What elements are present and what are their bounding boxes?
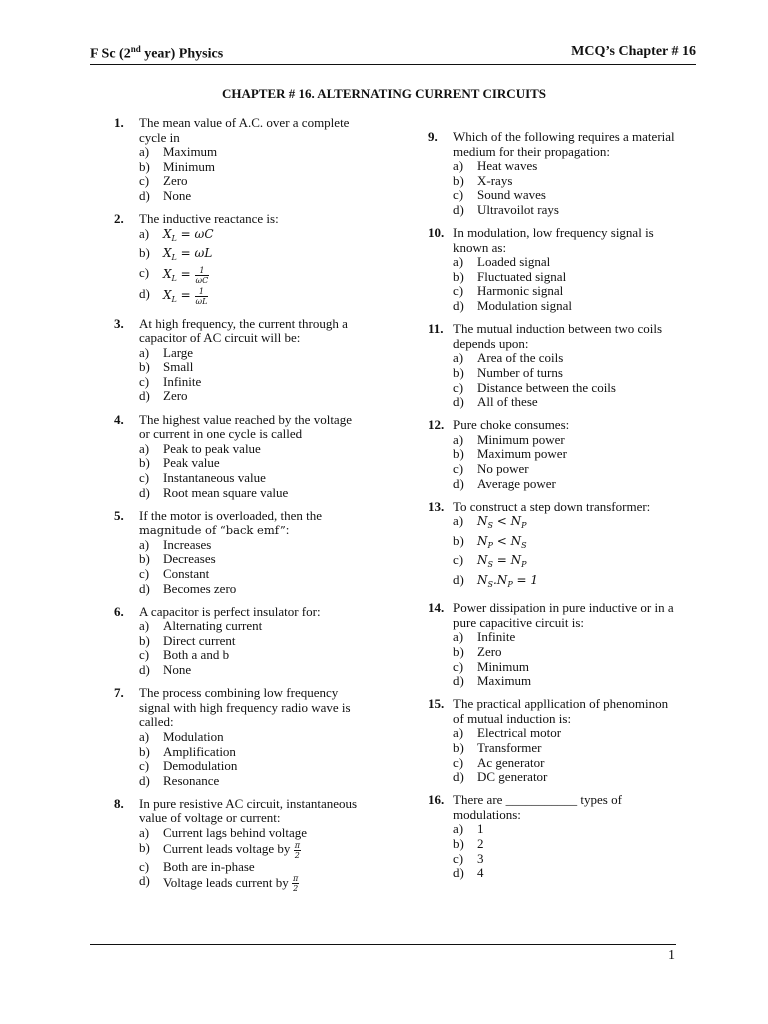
answer-option bbox=[139, 227, 364, 247]
question-text: The inductive reactance is: bbox=[139, 211, 279, 227]
answer-option bbox=[453, 514, 680, 534]
option-letter: c) bbox=[139, 566, 150, 581]
answer-option bbox=[139, 841, 364, 860]
answer-option bbox=[139, 389, 364, 404]
option-letter: c) bbox=[453, 754, 464, 770]
option-letter: c) bbox=[139, 264, 150, 280]
answer-option bbox=[139, 160, 364, 175]
option-letter: b) bbox=[139, 455, 150, 471]
answer-option bbox=[139, 538, 364, 553]
option-text: $N_S.N_P = 1$ bbox=[477, 573, 539, 590]
option-text: Minimum bbox=[163, 158, 216, 174]
question-number: 9. bbox=[428, 129, 438, 144]
question-12 bbox=[428, 418, 680, 491]
option-letter: d) bbox=[453, 298, 464, 314]
option-text: DC generator bbox=[477, 769, 548, 785]
option-letter: a) bbox=[453, 725, 464, 741]
option-letter: a) bbox=[139, 440, 150, 456]
answer-option bbox=[453, 645, 680, 660]
page-header bbox=[90, 44, 696, 65]
option-letter: b) bbox=[453, 739, 464, 755]
answer-option bbox=[453, 366, 680, 381]
question-8 bbox=[114, 797, 364, 893]
option-letter: a) bbox=[139, 536, 150, 552]
option-letter: b) bbox=[139, 158, 150, 174]
option-text: Average power bbox=[477, 475, 556, 491]
option-letter: a) bbox=[139, 728, 150, 744]
option-text: $X_L$ = $\frac{1}{\omega C}$ bbox=[163, 265, 209, 285]
answer-option bbox=[139, 874, 364, 893]
option-text: Minimum bbox=[477, 658, 530, 674]
option-text: None bbox=[163, 662, 192, 678]
option-text: Ultravoilot rays bbox=[477, 201, 559, 217]
option-letter: a) bbox=[453, 431, 464, 447]
option-text: Heat waves bbox=[477, 158, 538, 174]
answer-option bbox=[453, 255, 680, 270]
option-text: Direct current bbox=[163, 632, 236, 648]
question-number: 11. bbox=[428, 321, 444, 337]
answer-option bbox=[139, 619, 364, 634]
option-text: Instantaneous value bbox=[163, 469, 266, 485]
answer-option bbox=[453, 674, 680, 689]
answer-option bbox=[453, 553, 680, 573]
option-text: Number of turns bbox=[477, 364, 563, 380]
option-text: Area of the coils bbox=[477, 350, 564, 366]
question-number: 6. bbox=[114, 603, 124, 619]
option-text: Electrical motor bbox=[477, 725, 562, 741]
option-letter: c) bbox=[139, 373, 150, 389]
option-letter: d) bbox=[453, 865, 464, 881]
option-letter: b) bbox=[453, 532, 464, 548]
question-5 bbox=[114, 509, 364, 597]
option-text: Becomes zero bbox=[163, 580, 237, 596]
option-letter: d) bbox=[453, 475, 464, 491]
question-14 bbox=[428, 601, 680, 689]
option-text: $N_S = N_P$ bbox=[477, 553, 527, 570]
answer-option bbox=[453, 770, 680, 785]
answer-option bbox=[139, 826, 364, 841]
answer-option bbox=[453, 741, 680, 756]
question-text: A capacitor is perfect insulator for: bbox=[139, 603, 321, 619]
answer-option bbox=[453, 381, 680, 396]
answer-option bbox=[453, 188, 680, 203]
option-text: 1 bbox=[477, 821, 484, 837]
option-text: Zero bbox=[163, 173, 188, 189]
answer-option bbox=[453, 573, 680, 593]
option-letter: c) bbox=[139, 173, 150, 189]
option-letter: b) bbox=[453, 364, 464, 380]
answer-option bbox=[453, 447, 680, 462]
option-letter: d) bbox=[453, 201, 464, 217]
question-text: If the motor is overloaded, then the magnitude of “back emf”: bbox=[139, 507, 323, 538]
right-column bbox=[428, 130, 680, 889]
question-number: 3. bbox=[114, 315, 124, 331]
page-number: 1 bbox=[668, 948, 675, 963]
question-text: There are ___________ types of modulations: bbox=[453, 792, 622, 822]
option-text: Alternating current bbox=[163, 618, 263, 634]
answer-option bbox=[453, 284, 680, 299]
answer-option bbox=[139, 266, 364, 287]
answer-option bbox=[139, 189, 364, 204]
option-letter: d) bbox=[453, 572, 464, 588]
question-6 bbox=[114, 605, 364, 678]
option-letter: c) bbox=[453, 658, 464, 674]
answer-option bbox=[453, 852, 680, 867]
option-text: Infinite bbox=[163, 373, 202, 389]
header-chapter: MCQ’s Chapter # 16 bbox=[571, 44, 696, 59]
option-text: 2 bbox=[477, 836, 484, 852]
option-letter: d) bbox=[139, 873, 150, 889]
option-letter: a) bbox=[453, 254, 464, 270]
question-7 bbox=[114, 686, 364, 788]
option-letter: a) bbox=[453, 158, 464, 174]
option-letter: b) bbox=[453, 172, 464, 188]
answer-option bbox=[139, 145, 364, 160]
option-text: Infinite bbox=[477, 629, 516, 645]
answer-option bbox=[139, 860, 364, 875]
option-letter: b) bbox=[453, 268, 464, 284]
question-number: 8. bbox=[114, 795, 124, 811]
header-course: F Sc (2nd year) Physics bbox=[90, 44, 224, 62]
answer-option bbox=[139, 567, 364, 582]
option-text: 3 bbox=[477, 850, 484, 866]
option-letter: c) bbox=[139, 758, 150, 774]
option-letter: d) bbox=[139, 772, 150, 788]
option-text: $N_P < N_S$ bbox=[477, 533, 527, 550]
option-text: Constant bbox=[163, 566, 210, 581]
question-number: 12. bbox=[428, 417, 445, 433]
footer-divider bbox=[90, 944, 676, 945]
question-4 bbox=[114, 413, 364, 501]
answer-option bbox=[139, 360, 364, 375]
option-letter: d) bbox=[139, 580, 150, 596]
question-text: Power dissipation in pure inductive or in a pure capacitive circuit is: bbox=[453, 600, 674, 630]
question-number: 4. bbox=[114, 411, 124, 427]
option-text: Large bbox=[163, 344, 194, 360]
option-text: Both a and b bbox=[163, 647, 230, 663]
option-text: Peak value bbox=[163, 455, 220, 471]
option-letter: c) bbox=[139, 469, 150, 485]
left-column bbox=[114, 116, 364, 902]
option-letter: a) bbox=[139, 144, 150, 160]
option-letter: d) bbox=[453, 673, 464, 689]
option-letter: c) bbox=[453, 850, 464, 866]
option-letter: a) bbox=[453, 513, 464, 529]
option-letter: a) bbox=[453, 821, 464, 837]
question-number: 7. bbox=[114, 685, 124, 701]
option-letter: d) bbox=[139, 388, 150, 404]
option-text: Small bbox=[163, 359, 194, 375]
answer-option bbox=[139, 442, 364, 457]
question-number: 15. bbox=[428, 696, 445, 712]
option-letter: a) bbox=[453, 350, 464, 366]
option-text: Current leads voltage by $\frac{\pi}{2}$ bbox=[163, 840, 300, 860]
question-number: 10. bbox=[428, 225, 445, 241]
option-letter: c) bbox=[139, 647, 150, 663]
option-text: Harmonic signal bbox=[477, 283, 564, 299]
answer-option bbox=[139, 287, 364, 308]
answer-option bbox=[139, 663, 364, 678]
question-text: The process combining low frequency signal with high frequency radio wave is called: bbox=[139, 685, 351, 730]
answer-option bbox=[139, 471, 364, 486]
answer-option bbox=[453, 630, 680, 645]
option-letter: b) bbox=[139, 551, 150, 567]
option-text: Ac generator bbox=[477, 754, 545, 770]
option-text: Decreases bbox=[163, 551, 216, 567]
option-text: Maximum bbox=[477, 673, 532, 689]
answer-option bbox=[453, 159, 680, 174]
option-letter: c) bbox=[453, 283, 464, 299]
answer-option bbox=[453, 477, 680, 492]
option-text: Voltage leads current by $\frac{\pi}{2}$ bbox=[163, 874, 299, 894]
answer-option bbox=[453, 726, 680, 741]
option-text: $X_L = \omega C$ bbox=[163, 226, 214, 243]
answer-option bbox=[139, 246, 364, 266]
answer-option bbox=[139, 745, 364, 760]
option-letter: b) bbox=[139, 743, 150, 759]
answer-option bbox=[139, 346, 364, 361]
answer-option bbox=[453, 299, 680, 314]
option-letter: d) bbox=[453, 394, 464, 410]
option-letter: a) bbox=[139, 344, 150, 360]
answer-option bbox=[453, 756, 680, 771]
question-text: The practical appllication of phenominon of mutual induction is: bbox=[453, 696, 669, 726]
option-text: Both are in-phase bbox=[163, 858, 255, 874]
option-text: All of these bbox=[477, 394, 538, 410]
option-text: Amplification bbox=[163, 743, 236, 759]
option-text: Modulation signal bbox=[477, 298, 572, 314]
answer-option bbox=[453, 174, 680, 189]
answer-option bbox=[453, 462, 680, 477]
answer-option bbox=[139, 774, 364, 789]
question-number: 16. bbox=[428, 792, 445, 808]
answer-option bbox=[453, 866, 680, 881]
option-letter: b) bbox=[139, 839, 150, 855]
question-text: The mutual induction between two coils depends upon: bbox=[453, 321, 663, 351]
option-letter: c) bbox=[139, 858, 150, 874]
answer-option bbox=[453, 270, 680, 285]
option-text: X-rays bbox=[477, 172, 513, 188]
option-text: Resonance bbox=[163, 772, 220, 788]
question-number: 2. bbox=[114, 211, 124, 227]
question-number: 13. bbox=[428, 498, 445, 514]
option-letter: b) bbox=[453, 836, 464, 852]
answer-option bbox=[453, 433, 680, 448]
answer-option bbox=[139, 375, 364, 390]
option-letter: b) bbox=[139, 359, 150, 375]
option-letter: d) bbox=[139, 285, 150, 301]
question-text: In modulation, low frequency signal is known as: bbox=[453, 225, 654, 255]
option-letter: b) bbox=[453, 446, 464, 462]
option-text: Current lags behind voltage bbox=[163, 825, 308, 840]
answer-option bbox=[139, 582, 364, 597]
answer-option bbox=[453, 395, 680, 410]
question-text: Pure choke consumes: bbox=[453, 417, 570, 433]
option-letter: a) bbox=[139, 825, 150, 840]
question-11 bbox=[428, 322, 680, 410]
option-text: 4 bbox=[477, 865, 484, 881]
question-10 bbox=[428, 226, 680, 314]
option-letter: a) bbox=[139, 618, 150, 634]
option-text: Maximum bbox=[163, 144, 218, 160]
option-text: Transformer bbox=[477, 739, 542, 755]
option-letter: c) bbox=[453, 552, 464, 568]
answer-option bbox=[139, 456, 364, 471]
option-text: Sound waves bbox=[477, 187, 546, 203]
question-text: The highest value reached by the voltage or current in one cycle is called bbox=[139, 411, 352, 442]
option-letter: b) bbox=[139, 245, 150, 261]
question-text: In pure resistive AC circuit, instantaneous value of voltage or current: bbox=[139, 795, 358, 826]
answer-option bbox=[139, 634, 364, 649]
answer-option bbox=[453, 351, 680, 366]
option-text: None bbox=[163, 187, 192, 203]
option-letter: b) bbox=[453, 643, 464, 659]
option-text: Minimum power bbox=[477, 431, 565, 447]
option-text: Maximum power bbox=[477, 446, 567, 462]
question-9 bbox=[428, 130, 680, 218]
question-number: 5. bbox=[114, 507, 124, 523]
answer-option bbox=[139, 552, 364, 567]
question-text: To construct a step down transformer: bbox=[453, 498, 651, 514]
answer-option bbox=[453, 822, 680, 837]
question-number: 1. bbox=[114, 115, 124, 130]
question-1 bbox=[114, 116, 364, 204]
answer-option bbox=[139, 648, 364, 663]
answer-option bbox=[453, 660, 680, 675]
answer-option bbox=[453, 837, 680, 852]
question-3 bbox=[114, 317, 364, 405]
question-text: Which of the following requires a material medium for their propagation: bbox=[453, 129, 675, 159]
option-letter: c) bbox=[453, 187, 464, 203]
answer-option bbox=[139, 759, 364, 774]
question-15 bbox=[428, 697, 680, 785]
question-number: 14. bbox=[428, 600, 445, 616]
option-letter: b) bbox=[139, 632, 150, 648]
option-letter: d) bbox=[453, 769, 464, 785]
option-letter: d) bbox=[139, 187, 150, 203]
option-letter: c) bbox=[453, 460, 464, 476]
answer-option bbox=[139, 486, 364, 501]
answer-option bbox=[139, 174, 364, 189]
option-text: Zero bbox=[477, 643, 502, 659]
option-text: $X_L = \omega L$ bbox=[163, 246, 213, 263]
option-text: Fluctuated signal bbox=[477, 268, 567, 284]
question-16 bbox=[428, 793, 680, 881]
option-text: $N_S < N_P$ bbox=[477, 514, 527, 531]
answer-option bbox=[453, 534, 680, 554]
option-text: $X_L$ = $\frac{1}{\omega L}$ bbox=[163, 286, 208, 306]
option-text: Modulation bbox=[163, 728, 224, 744]
option-letter: c) bbox=[453, 379, 464, 395]
answer-option bbox=[453, 203, 680, 218]
option-letter: d) bbox=[139, 662, 150, 678]
option-letter: a) bbox=[139, 225, 150, 241]
option-text: Increases bbox=[163, 536, 212, 552]
question-13 bbox=[428, 500, 680, 593]
question-text: At high frequency, the current through a capacitor of AC circuit will be: bbox=[139, 315, 348, 346]
option-text: Peak to peak value bbox=[163, 440, 261, 456]
question-text: The mean value of A.C. over a complete cycle in bbox=[139, 115, 350, 145]
option-text: Loaded signal bbox=[477, 254, 551, 270]
option-letter: d) bbox=[139, 484, 150, 500]
option-text: Zero bbox=[163, 388, 188, 404]
option-text: Demodulation bbox=[163, 758, 238, 774]
question-2 bbox=[114, 212, 364, 308]
option-text: No power bbox=[477, 460, 529, 476]
option-letter: a) bbox=[453, 629, 464, 645]
chapter-title: CHAPTER # 16. ALTERNATING CURRENT CIRCUITS bbox=[221, 86, 547, 101]
answer-option bbox=[139, 730, 364, 745]
option-text: Distance between the coils bbox=[477, 379, 616, 395]
option-text: Root mean square value bbox=[163, 484, 289, 500]
